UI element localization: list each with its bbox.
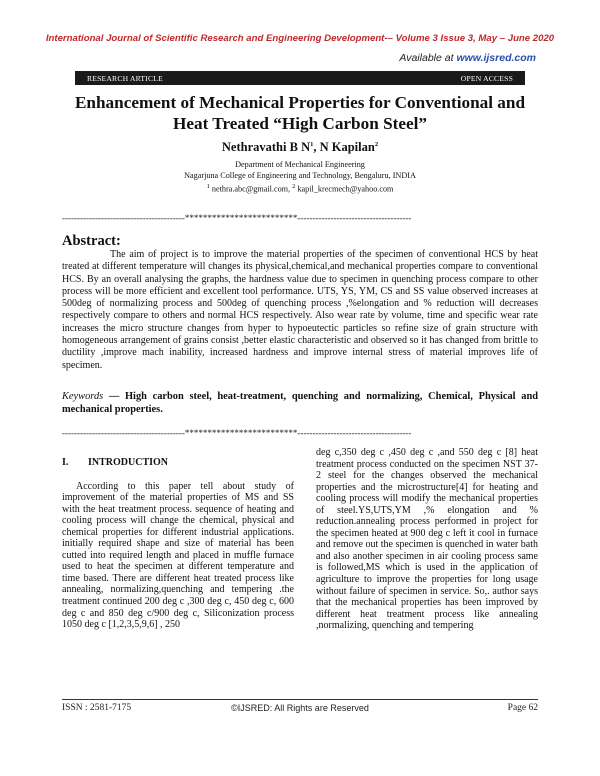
left-column xyxy=(62,449,294,631)
article-type-bar xyxy=(75,71,525,85)
separator-top xyxy=(62,213,538,223)
abstract-text: The aim of project is to improve the material properties of the specimen of conventional HCS by heat treated at different temperature will changes its physical,chemical,and mechanical properties compare to conventional HCS. By an overall analysing the graphs, the hardness value due to specimen in quenching process compare to other process will be more efficient and excellent tool performance. UTS, YS, YM, CS and SS value observed increases at 500deg of normalizing process and 500deg of quenching process ,%elongation and % reduction will decreases respectively compare to others and normal HCS respectively. Also wear rate by volume, time and specific wear rate increases the micro structure changes from hyper to hypoeutectic particles so refine size of grain structure with homogeneous arrangement of grains consist ,better elastic characteristic and observed so it has changed from brittle to ductility ,improve mach inability, increased hardness and improve internal stress of material improves life of specimen. xyxy=(62,249,538,371)
separator-dashes-left: ----------------------------------------- xyxy=(62,428,185,438)
keywords xyxy=(62,390,538,416)
open-access-label: OPEN ACCESS xyxy=(460,73,513,83)
intro-paragraph-right: deg c,350 deg c ,450 deg c ,and 550 deg c [8] heat treatment process conducted on the specimen NST 37-2 steel for the changes observed the mechanical properties and the microstructure[4] for heating and cooling process will modify the mechanical properties of steel.YS,UTS,YM ,% elongation and % reduction.annealing process performed in project for the specimen heated at 900 deg c left it cool in furnace and remove out the specimen is quenched in water bath and also another specimen in air cooling process same is followed,MS which is used in the application of agriculture to improve the properties for long usage without failure of specimen in service. So,. author says that the mechanical properties has been improved by different heat treatment process like annealing ,normalizing, quenching and tempering xyxy=(316,447,538,632)
department: Department of Mechanical Engineering xyxy=(235,160,365,169)
paper-title xyxy=(60,92,540,134)
availability-line xyxy=(399,52,536,64)
issn: ISSN : 2581-7175 xyxy=(62,703,132,713)
email-1-sup: 1 xyxy=(206,183,210,190)
right-column xyxy=(316,447,538,632)
journal-website-link[interactable]: www.ijsred.com xyxy=(456,52,536,64)
title-line-1: Enhancement of Mechanical Properties for Conventional and xyxy=(74,93,526,112)
college: Nagarjuna College of Engineering and Technology, Bengaluru, INDIA xyxy=(184,171,416,180)
separator-bottom xyxy=(62,428,538,438)
email-1[interactable]: nethra.abc@gmail.com, xyxy=(209,184,293,194)
author-1: Nethravathi B N xyxy=(221,140,311,154)
separator-dashes-left: ----------------------------------------- xyxy=(62,213,185,223)
section-number: I. xyxy=(62,457,69,468)
copyright: ©IJSRED: All Rights are Reserved xyxy=(231,703,369,713)
keywords-text: — High carbon steel, heat-treatment, quenching and normalizing, Chemical, Physical and mechanical properties. xyxy=(62,391,538,415)
journal-header: International Journal of Scientific Research and Engineering Development-– Volume 3 Issue 3, May – June 2020 xyxy=(45,33,555,44)
author-2-sup: 2 xyxy=(374,140,379,148)
separator-dashes-right: -------------------------------------- xyxy=(297,428,412,438)
separator-stars: ************************* xyxy=(184,213,298,223)
author-list xyxy=(0,140,600,155)
title-line-2: Heat Treated “High Carbon Steel” xyxy=(173,114,427,133)
author-separator: , xyxy=(313,140,320,154)
author-1-sup: 1 xyxy=(310,140,314,148)
article-type-label: RESEARCH ARTICLE xyxy=(87,73,163,83)
intro-paragraph-left: According to this paper tell about study of improvement of the material properties of MS and SS with the heat treatment process. sequence of heating and cooling process will change the chemical, physical and chemical properties for different industrial applications. initially required shape and size of material has been cutted into required length and placed in muffle furnace used to heat the specimen at different temperature and time based. There are different heat treated process like annealing, normalizing,quenching and tempering .the treatment continued 200 deg c ,300 deg c, 450 deg c, 600 deg c and 850 deg c/900 deg c, Siliconization process 1050 deg c [1,2,3,5,9,6] , 250 xyxy=(62,480,294,631)
separator-dashes-right: -------------------------------------- xyxy=(297,213,412,223)
separator-stars: ************************* xyxy=(184,428,298,438)
section-title: INTRODUCTION xyxy=(88,457,169,468)
footer-divider xyxy=(62,699,538,700)
email-2[interactable]: kapil_krecmech@yahoo.com xyxy=(295,184,394,194)
email-2-sup: 2 xyxy=(292,183,296,190)
page-number: Page 62 xyxy=(507,703,538,713)
available-label: Available at xyxy=(399,52,454,64)
author-2: N Kapilan xyxy=(319,140,375,154)
emails xyxy=(0,183,600,194)
keywords-label: Keywords xyxy=(62,391,104,402)
abstract-heading: Abstract: xyxy=(62,233,121,249)
section-heading-introduction xyxy=(62,457,294,469)
